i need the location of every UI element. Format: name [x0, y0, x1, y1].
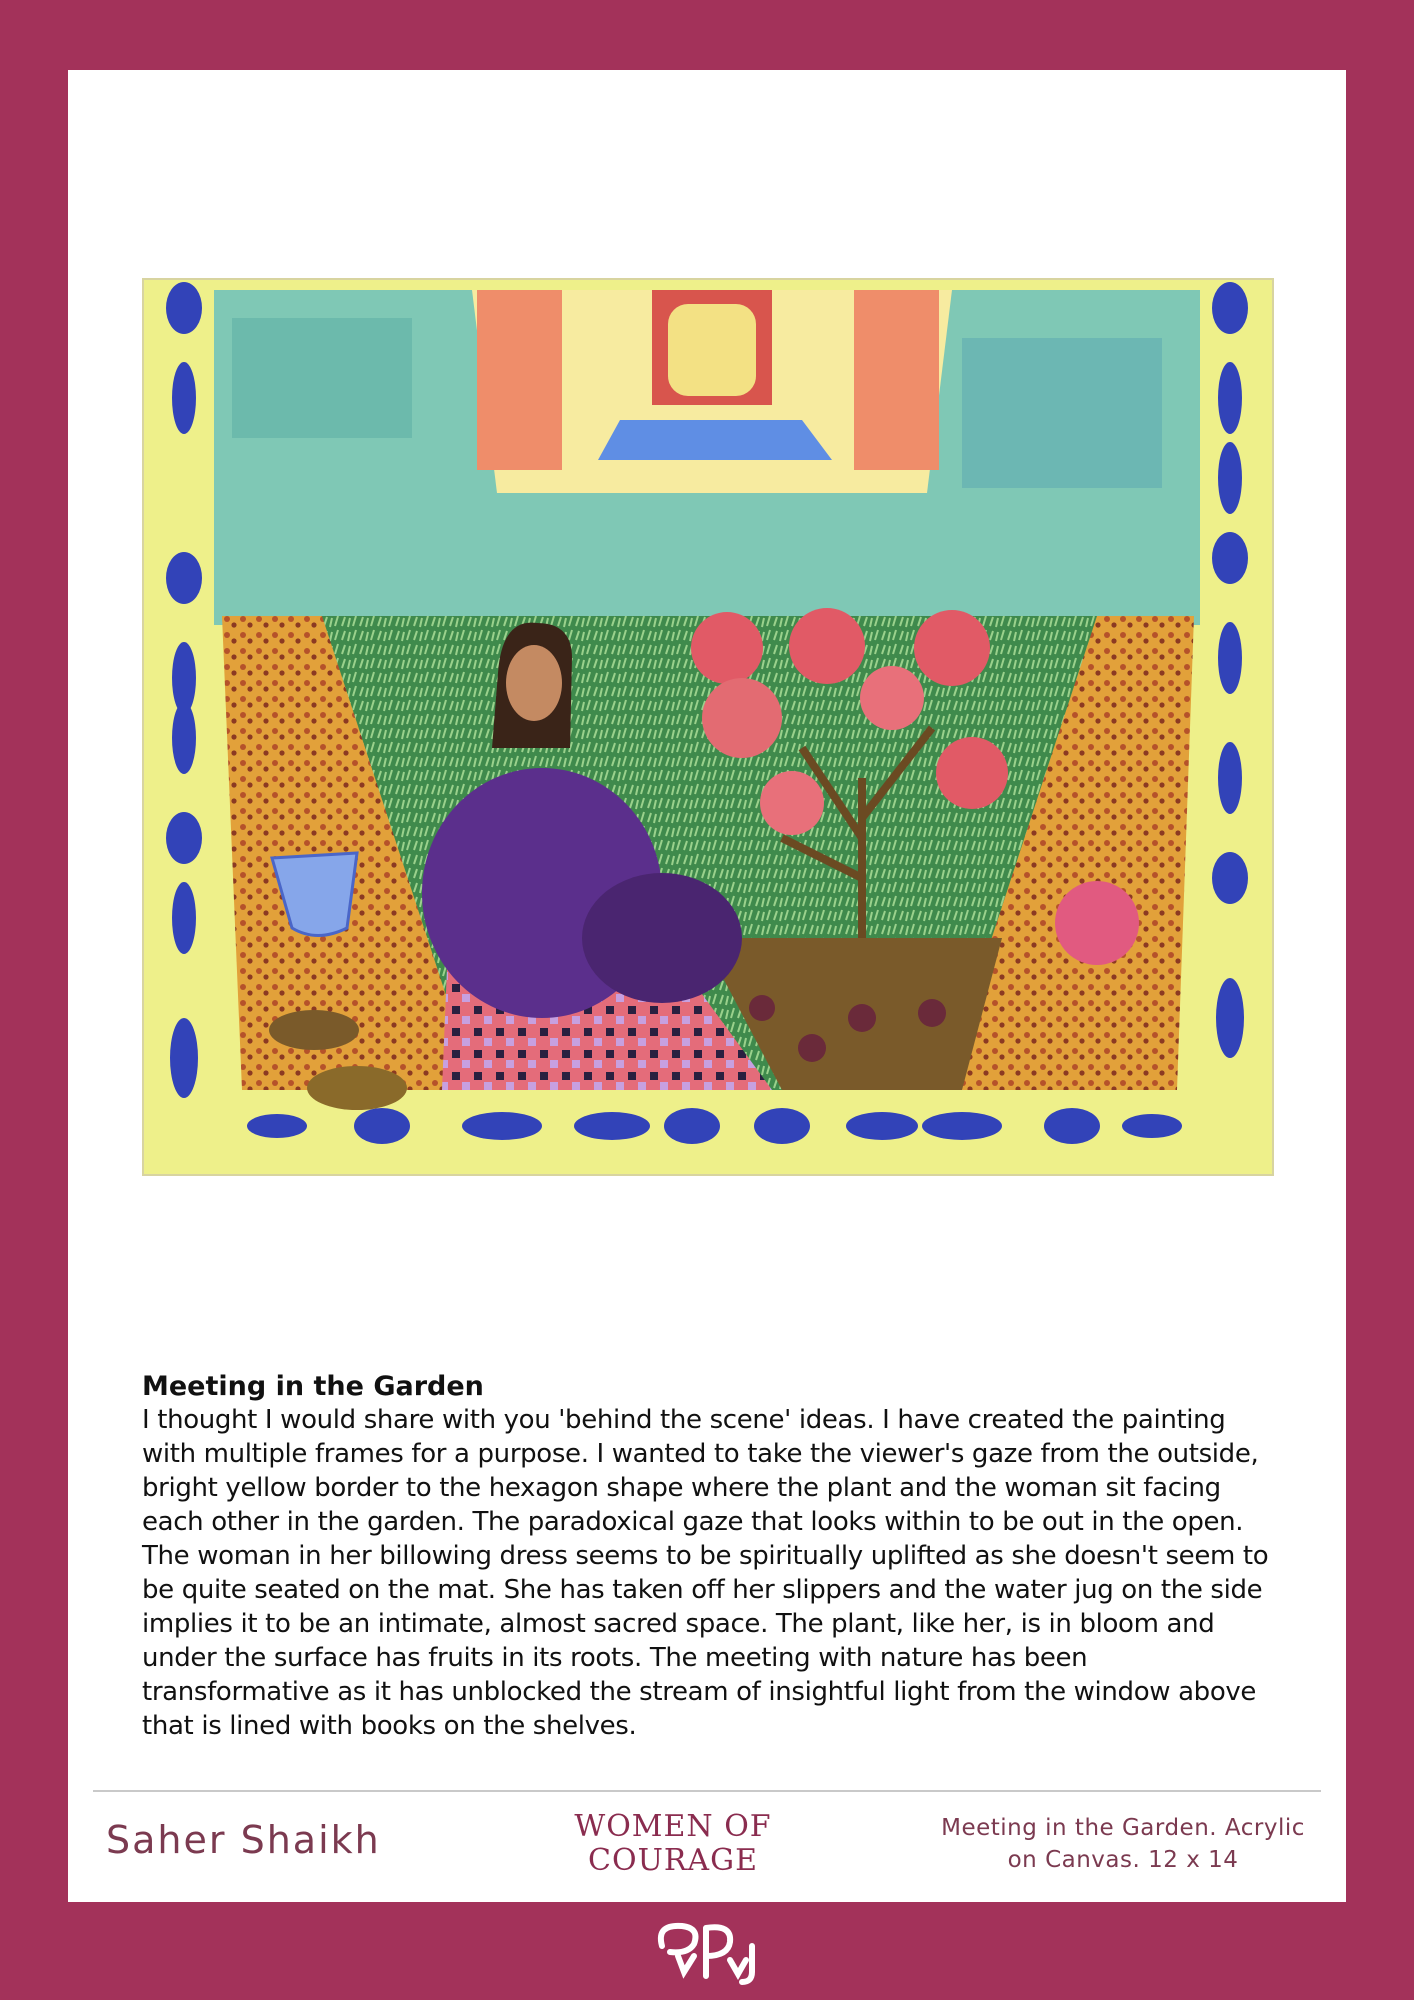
artist-name: Saher Shaikh — [106, 1818, 381, 1862]
work-details: Meeting in the Garden. Acrylic on Canvas. 12 x 14 — [941, 1815, 1305, 1873]
painting-illustration — [142, 278, 1274, 1176]
poster-sheet — [68, 70, 1346, 1902]
painting-image — [142, 278, 1274, 1176]
artwork-caption — [142, 1370, 1282, 1743]
artwork-title: Meeting in the Garden — [142, 1371, 484, 1402]
signature-logo-icon — [648, 1916, 766, 1988]
brand-logo-text — [538, 1810, 808, 1878]
brand-line-1: WOMEN OF — [574, 1809, 772, 1844]
brand-line-2: COURAGE — [588, 1843, 758, 1878]
artwork-description: I thought I would share with you 'behind the scene' ideas. I have created the painting with multiple frames for a purpose. I wanted to take the viewer's gaze from the outside, bright yellow border to the hexagon shape where the plant and the woman sit facing each other in the garden. The paradoxical gaze that looks within to be out in the open. The woman in her billowing dress seems to be spiritually uplifted as she doesn't seem to be quite seated on the mat. She has taken off her slippers and the water jug on the side implies it to be an intimate, almost sacred space. The plant, like her, is in bloom and under the surface has fruits in its roots. The meeting with nature has been transformative as it has unblocked the stream of insightful light from the window above that is lined with books on the shelves. — [142, 1405, 1269, 1741]
footer-divider — [93, 1790, 1321, 1792]
